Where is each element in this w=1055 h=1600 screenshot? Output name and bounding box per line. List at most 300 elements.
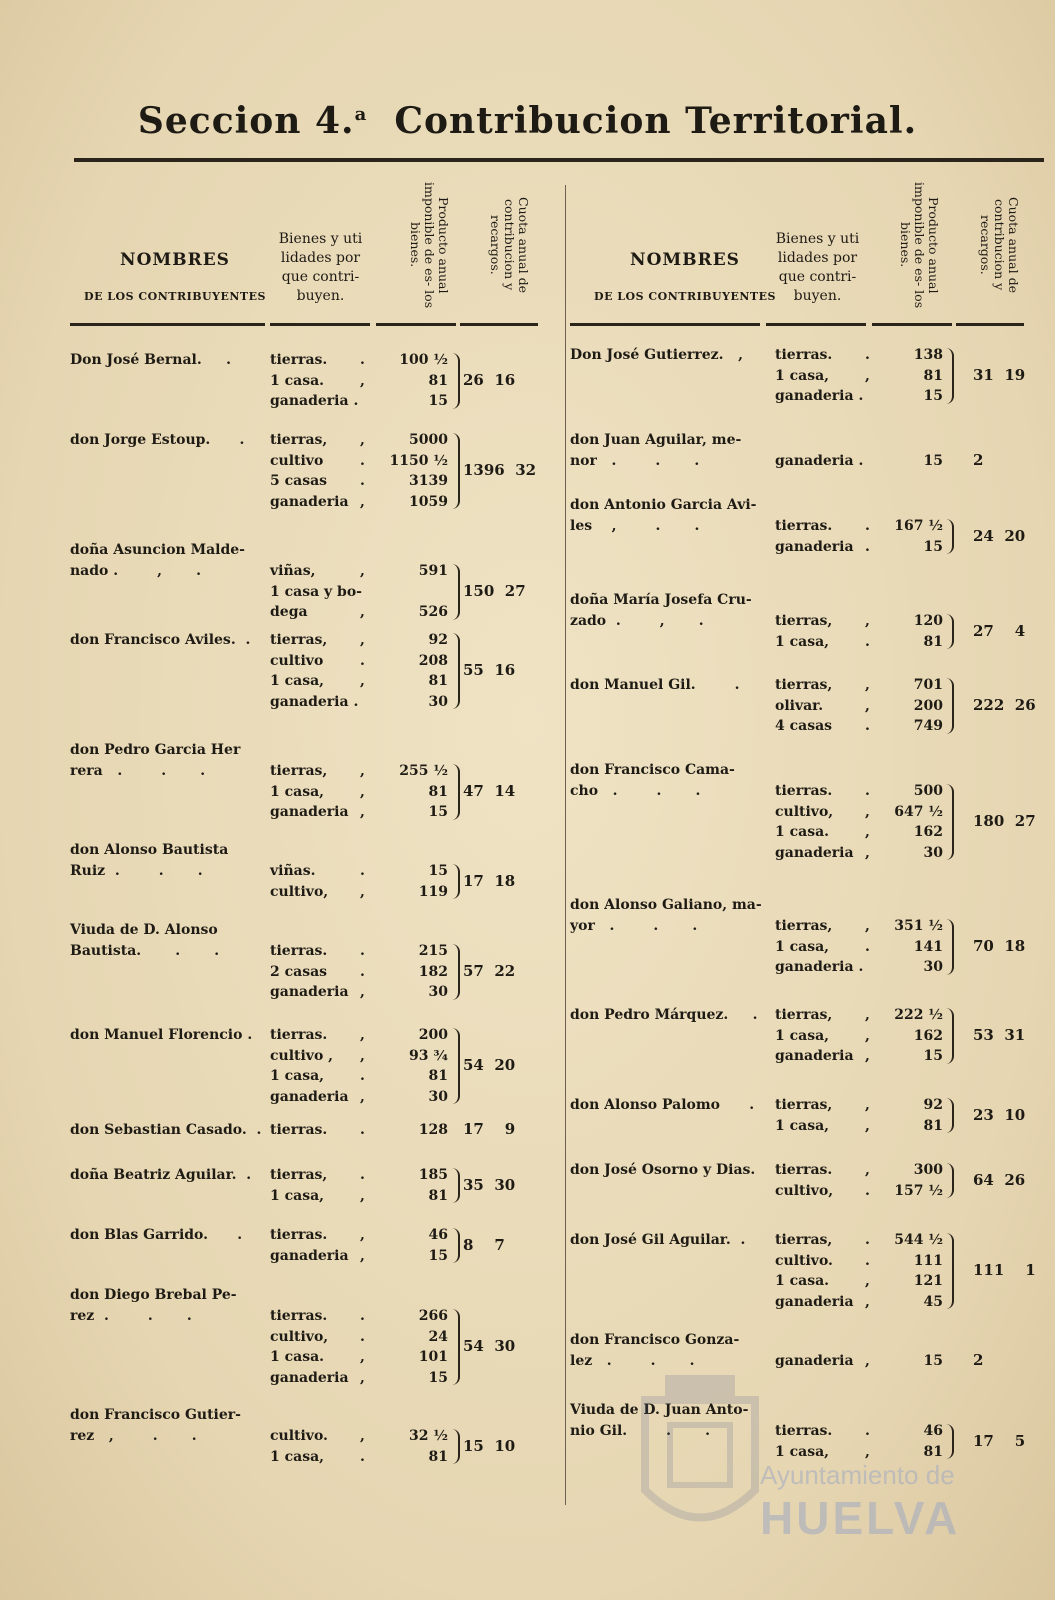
property-label: 1 casa, (775, 1443, 830, 1460)
product-value: 30 (923, 959, 943, 975)
brace-mark (452, 633, 460, 709)
property-label: cultivo (270, 652, 324, 669)
cuota-value: 222 26 (973, 695, 1036, 714)
product-value: 15 (923, 1048, 943, 1064)
property-label: 1 casa, (775, 1027, 830, 1044)
separator-mark: , (865, 613, 870, 629)
cuota-value: 26 16 (463, 370, 516, 389)
property-label: 5 casas (270, 473, 328, 489)
separator-mark: . (360, 452, 365, 469)
taxpayer-name-line: don Jorge Estoup. . (70, 432, 245, 448)
cuota-value: 31 19 (973, 365, 1026, 384)
property-label: ganaderia (270, 804, 349, 820)
product-value: 200 (418, 1027, 448, 1043)
cuota-value: 1396 32 (463, 461, 537, 479)
brace-mark (946, 1233, 954, 1309)
brace-mark (946, 614, 954, 649)
property-row (580, 1230, 1045, 1251)
product-value: 45 (923, 1293, 943, 1310)
separator-mark: , (360, 1428, 365, 1444)
cuota-value: 17 5 (973, 1431, 1026, 1450)
product-value: 526 (418, 604, 448, 620)
taxpayer-name-line: nor . . . (570, 453, 700, 469)
product-value: 500 (913, 783, 943, 799)
separator-mark: , (360, 493, 365, 510)
product-value: 266 (418, 1308, 448, 1324)
property-label: 1 casa, (270, 1448, 325, 1465)
brace-mark (946, 784, 954, 860)
property-label: tierras. (775, 347, 833, 363)
property-label: 1 casa. (270, 1349, 325, 1365)
product-value: 15 (428, 863, 448, 879)
taxpayer-name-line: rera . . . (70, 763, 206, 779)
property-label: 2 casas (270, 963, 328, 980)
separator-mark: , (360, 984, 365, 1000)
taxpayer-name-line: Bautista. . . (70, 943, 220, 959)
property-label: 1 casa. (775, 1273, 830, 1289)
property-label: tierras, (775, 1097, 833, 1113)
separator-mark: , (360, 1187, 365, 1204)
product-value: 141 (913, 938, 943, 955)
property-label: tierras. (270, 943, 328, 959)
property-label: tierras, (270, 763, 328, 779)
property-row (70, 761, 560, 782)
product-value: 300 (913, 1162, 943, 1178)
taxpayer-name-line: don Pedro Garcia Her (70, 742, 241, 758)
product-value: 182 (418, 963, 448, 980)
product-value: 749 (913, 718, 943, 734)
property-row (70, 1087, 560, 1108)
property-row (580, 1292, 1045, 1313)
separator-mark: , (360, 563, 365, 579)
product-value: 222 ½ (894, 1007, 943, 1023)
product-value: 81 (428, 1068, 448, 1084)
taxpayer-name-line: cho . . . (570, 783, 701, 799)
separator-mark: . (360, 963, 365, 980)
taxpayer-name-line: doña Beatriz Aguilar. . (70, 1167, 252, 1183)
cuota-value: 70 18 (973, 936, 1026, 955)
property-label: tierras. (270, 352, 328, 368)
product-value: 81 (428, 1448, 448, 1465)
property-label: tierras. (775, 1162, 833, 1178)
separator-mark: . (865, 1252, 870, 1269)
property-label: 1 casa, (775, 367, 830, 384)
taxpayer-name-line: don Sebastian Casado. . (70, 1122, 262, 1138)
product-value: 15 (428, 804, 448, 820)
property-label: cultivo. (270, 1428, 328, 1444)
separator-mark: , (360, 632, 365, 648)
separator-mark: , (360, 1247, 365, 1264)
property-label: cultivo. (775, 1252, 833, 1269)
property-row (580, 716, 1045, 737)
separator-mark: . (360, 943, 365, 959)
right-column (570, 175, 1045, 1460)
property-row (70, 391, 560, 412)
product-value: 119 (418, 883, 448, 900)
column-divider (565, 185, 566, 1505)
taxpayer-name-line: don Francisco Gonza- (570, 1332, 740, 1348)
brace-mark (946, 1424, 954, 1459)
property-label: cultivo , (270, 1047, 334, 1064)
product-value: 1059 (409, 493, 448, 510)
cuota-value: 23 10 (973, 1105, 1026, 1124)
property-row (580, 916, 1045, 937)
property-label: ganaderia (270, 1369, 349, 1386)
product-value: 81 (428, 783, 448, 800)
taxpayer-name-line: nio Gil. . . (570, 1423, 711, 1439)
property-label: tierras, (775, 677, 833, 693)
property-label: cultivo, (775, 1182, 834, 1199)
separator-mark: , (360, 883, 365, 900)
product-value: 111 (913, 1252, 943, 1269)
property-label: tierras. (270, 1027, 328, 1043)
taxpayer-name-line: lez . . . (570, 1353, 695, 1369)
brace-mark (452, 864, 460, 899)
separator-mark: . (360, 652, 365, 669)
property-row (70, 692, 560, 713)
product-value: 162 (913, 824, 943, 840)
taxpayer-name-line: don Manuel Gil. . (570, 677, 740, 693)
property-label: tierras, (775, 1232, 833, 1248)
separator-mark: , (865, 1027, 870, 1044)
separator-mark: , (865, 677, 870, 693)
property-label: ganaderia . (270, 393, 359, 409)
product-value: 544 ½ (894, 1232, 943, 1248)
separator-mark: , (360, 1088, 365, 1105)
property-row (580, 843, 1045, 864)
cuota-value: 180 27 (973, 812, 1036, 830)
property-row (70, 430, 560, 451)
separator-mark: . (865, 518, 870, 534)
property-label: tierras, (270, 432, 328, 448)
separator-mark: , (865, 1443, 870, 1460)
taxpayer-name-line: don José Gil Aguilar. . (570, 1232, 746, 1248)
property-label: ganaderia (775, 844, 854, 861)
product-value: 30 (428, 1088, 448, 1105)
brace-mark (946, 1098, 954, 1133)
property-row (70, 630, 560, 651)
property-label: ganaderia (270, 984, 349, 1000)
cuota-value: 53 31 (973, 1025, 1026, 1044)
property-label: ganaderia (775, 1293, 854, 1310)
property-label: tierras. (775, 518, 833, 534)
taxpayer-name-line: nado . , . (70, 563, 201, 579)
product-value: 157 ½ (894, 1182, 943, 1199)
taxpayer-name-line: don Juan Aguilar, me- (570, 432, 742, 448)
product-value: 701 (913, 677, 943, 693)
producto-header: Producto anual imponible de es- los bienes. (408, 181, 451, 309)
separator-mark: , (360, 804, 365, 820)
property-label: 1 casa, (775, 633, 830, 650)
product-value: 30 (923, 844, 943, 861)
property-row (70, 350, 560, 371)
property-row (580, 675, 1045, 696)
taxpayer-name-line: don Alonso Palomo . (570, 1097, 755, 1113)
cuota-value: 111 1 (973, 1261, 1036, 1279)
brace-mark (452, 1228, 460, 1263)
taxpayer-name-line: Viuda de D. Alonso (70, 922, 218, 938)
cuota-header: Cuota anual de contribucion y recargos. (488, 197, 531, 293)
property-label: tierras. (270, 1308, 328, 1324)
property-label: ganaderia (775, 1353, 854, 1369)
brace-mark (452, 353, 460, 409)
property-row (580, 1046, 1045, 1067)
separator-mark: , (865, 1162, 870, 1178)
separator-mark: . (865, 718, 870, 734)
separator-mark: . (360, 1448, 365, 1465)
product-value: 46 (428, 1227, 448, 1243)
property-label: ganaderia (270, 493, 349, 510)
property-row (70, 982, 560, 1003)
separator-mark: . (865, 347, 870, 363)
brace-mark (946, 1163, 954, 1198)
property-row (70, 1025, 560, 1046)
separator-mark: . (360, 352, 365, 368)
names-header: NOMBRES DE LOS CONTRIBUYENTES (84, 250, 266, 303)
property-label: dega (270, 604, 308, 620)
property-label: ganaderia (270, 1088, 349, 1105)
property-label: tierras. (775, 1423, 833, 1439)
taxpayer-name-line: don Blas Garrido. . (70, 1227, 243, 1243)
property-label: 1 casa y bo- (270, 583, 362, 600)
separator-mark: . (360, 1308, 365, 1324)
brace-mark (452, 433, 460, 509)
separator-mark: , (865, 824, 870, 840)
product-value: 81 (923, 633, 943, 650)
taxpayer-name-line: Ruiz . . . (70, 863, 203, 879)
taxpayer-name-line: doña Asuncion Malde- (70, 542, 245, 558)
property-row (70, 561, 560, 582)
property-row (580, 386, 1045, 407)
product-value: 81 (428, 372, 448, 389)
product-value: 185 (418, 1167, 448, 1183)
taxpayer-name-line: don Antonio Garcia Avi- (570, 497, 757, 513)
product-value: 128 (418, 1122, 448, 1138)
separator-mark: . (360, 1328, 365, 1345)
separator-mark: , (865, 1097, 870, 1113)
separator-mark: , (360, 604, 365, 620)
coat-of-arms-watermark (635, 1370, 765, 1550)
cuota-value: 2 (973, 1351, 984, 1370)
taxpayer-name-line: don Francisco Aviles. . (70, 632, 251, 648)
cuota-value: 35 30 (463, 1175, 516, 1194)
separator-mark: . (360, 1167, 365, 1183)
taxpayer-name-line: don Francisco Gutier- (70, 1407, 241, 1423)
property-label: 4 casas (775, 718, 833, 734)
product-value: 81 (923, 367, 943, 384)
property-row (70, 492, 560, 513)
brace-mark (946, 348, 954, 404)
property-label: 1 casa, (270, 1068, 325, 1084)
product-value: 81 (428, 1187, 448, 1204)
bienes-header: Bienes y uti lidades por que contri- buyen. (775, 231, 860, 304)
product-value: 100 ½ (399, 352, 448, 368)
property-row (70, 1368, 560, 1389)
property-label: ganaderia . (775, 959, 864, 975)
property-label: cultivo, (270, 1328, 329, 1345)
property-row (580, 781, 1045, 802)
product-value: 591 (418, 563, 448, 579)
product-value: 93 ¾ (409, 1047, 448, 1064)
product-value: 30 (428, 984, 448, 1000)
brace-mark (946, 678, 954, 734)
product-value: 32 ½ (409, 1428, 448, 1444)
product-value: 120 (913, 613, 943, 629)
separator-mark: . (865, 1423, 870, 1439)
property-label: cultivo, (270, 883, 329, 900)
product-value: 46 (923, 1423, 943, 1439)
cuota-value: 54 20 (463, 1056, 516, 1074)
property-label: ganaderia (775, 538, 854, 555)
brace-mark (452, 764, 460, 820)
separator-mark: , (360, 783, 365, 800)
property-label: tierras, (775, 613, 833, 629)
cuota-value: 17 9 (463, 1120, 516, 1139)
taxpayer-name-line: don Pedro Márquez. . (570, 1007, 758, 1023)
separator-mark: , (360, 673, 365, 689)
taxpayer-name-line: don Manuel Florencio . (70, 1027, 253, 1043)
property-row (580, 345, 1045, 366)
product-value: 121 (913, 1273, 943, 1289)
separator-mark: , (360, 1047, 365, 1064)
taxpayer-name-line: les , . . (570, 518, 700, 534)
taxpayer-name-line: Don José Gutierrez. , (570, 347, 743, 363)
taxpayer-name-line: zado . , . (570, 613, 704, 629)
taxpayer-name-line: Don José Bernal. . (70, 352, 231, 368)
product-value: 92 (923, 1097, 943, 1113)
separator-mark: , (865, 1273, 870, 1289)
product-value: 15 (923, 453, 943, 469)
separator-mark: , (865, 1007, 870, 1023)
cuota-value: 150 27 (463, 581, 526, 600)
property-label: 1 casa, (270, 783, 325, 800)
brace-mark (452, 1429, 460, 1464)
cuota-value: 27 4 (973, 621, 1026, 640)
property-row (70, 1306, 560, 1327)
taxpayer-name-line: Viuda de D. Juan Anto- (570, 1402, 749, 1418)
page-title: Seccion 4.$^a$ Contribucion Territorial. (137, 100, 918, 142)
separator-mark: , (865, 1353, 870, 1369)
separator-mark: , (360, 763, 365, 779)
separator-mark: , (865, 1293, 870, 1310)
right-header (580, 175, 1045, 335)
product-value: 647 ½ (894, 803, 943, 820)
property-label: 1 casa, (270, 673, 325, 689)
property-label: tierras. (270, 1122, 328, 1138)
separator-mark: , (865, 1117, 870, 1134)
property-label: ganaderia (775, 1048, 854, 1064)
separator-mark: . (360, 1068, 365, 1084)
product-value: 5000 (409, 432, 448, 448)
property-label: 1 casa, (270, 1187, 325, 1204)
separator-mark: , (865, 844, 870, 861)
watermark: Ayuntamiento de HUELVA (760, 1460, 961, 1544)
product-value: 81 (428, 673, 448, 689)
property-label: viñas. (270, 863, 316, 879)
taxpayer-name-line: yor . . . (570, 918, 698, 934)
property-label: 1 casa, (775, 1117, 830, 1134)
property-label: 1 casa. (270, 372, 325, 389)
title-rule (74, 158, 1044, 162)
property-label: ganaderia . (775, 388, 864, 404)
taxpayer-name-line: don Diego Brebal Pe- (70, 1287, 237, 1303)
taxpayer-name-line: don Alonso Galiano, ma- (570, 897, 762, 913)
property-label: tierras. (775, 783, 833, 799)
product-value: 1150 ½ (389, 452, 448, 469)
product-value: 15 (428, 393, 448, 409)
separator-mark: , (360, 1369, 365, 1386)
taxpayer-name-line: doña María Josefa Cru- (570, 592, 752, 608)
property-row (70, 602, 560, 623)
separator-mark: . (865, 538, 870, 555)
separator-mark: . (360, 473, 365, 489)
property-label: ganaderia . (775, 453, 864, 469)
separator-mark: , (360, 1349, 365, 1365)
names-header: NOMBRES DE LOS CONTRIBUYENTES (594, 250, 776, 303)
product-value: 101 (418, 1349, 448, 1365)
separator-mark: , (865, 697, 870, 714)
property-label: tierras, (270, 632, 328, 648)
separator-mark: . (865, 938, 870, 955)
separator-mark: , (865, 803, 870, 820)
property-label: viñas, (270, 563, 316, 579)
separator-mark: , (360, 432, 365, 448)
brace-mark (452, 564, 460, 620)
product-value: 15 (428, 1247, 448, 1264)
separator-mark: . (865, 1232, 870, 1248)
separator-mark: , (865, 367, 870, 384)
product-value: 255 ½ (399, 763, 448, 779)
taxpayer-name-line: don José Osorno y Dias. (570, 1162, 756, 1178)
cuota-value: 17 18 (463, 871, 516, 890)
taxpayer-name-line: don Alonso Bautista (70, 842, 229, 858)
cuota-value: 2 (973, 451, 984, 470)
property-label: 1 casa. (775, 824, 830, 840)
property-row (70, 802, 560, 823)
taxpayer-name-line: rez . . . (70, 1308, 192, 1324)
separator-mark: , (360, 372, 365, 389)
separator-mark: . (865, 1182, 870, 1199)
property-label: ganaderia (270, 1247, 349, 1264)
product-value: 15 (923, 388, 943, 404)
cuota-value: 55 16 (463, 661, 516, 679)
cuota-value: 8 7 (463, 1235, 505, 1254)
product-value: 81 (923, 1443, 943, 1460)
product-value: 15 (923, 1353, 943, 1369)
property-label: cultivo (270, 452, 324, 469)
separator-mark: , (360, 1027, 365, 1043)
property-label: tierras, (775, 1007, 833, 1023)
property-label: ganaderia . (270, 693, 359, 710)
cuota-value: 57 22 (463, 961, 516, 980)
cuota-value: 64 26 (973, 1170, 1026, 1189)
brace-mark (452, 944, 460, 1000)
separator-mark: , (865, 1048, 870, 1064)
product-value: 15 (923, 538, 943, 555)
product-value: 162 (913, 1027, 943, 1044)
separator-mark: . (865, 783, 870, 799)
product-value: 208 (418, 652, 448, 669)
cuota-value: 15 10 (463, 1436, 516, 1455)
brace-mark (946, 519, 954, 554)
cuota-header: Cuota anual de contribucion y recargos. (978, 197, 1021, 293)
taxpayer-name-line: don Francisco Cama- (570, 762, 735, 778)
product-value: 351 ½ (894, 918, 943, 934)
product-value: 92 (428, 632, 448, 648)
property-row (580, 1005, 1045, 1026)
brace-mark (452, 1309, 460, 1385)
producto-header: Producto anual imponible de es- los bienes. (898, 181, 941, 309)
